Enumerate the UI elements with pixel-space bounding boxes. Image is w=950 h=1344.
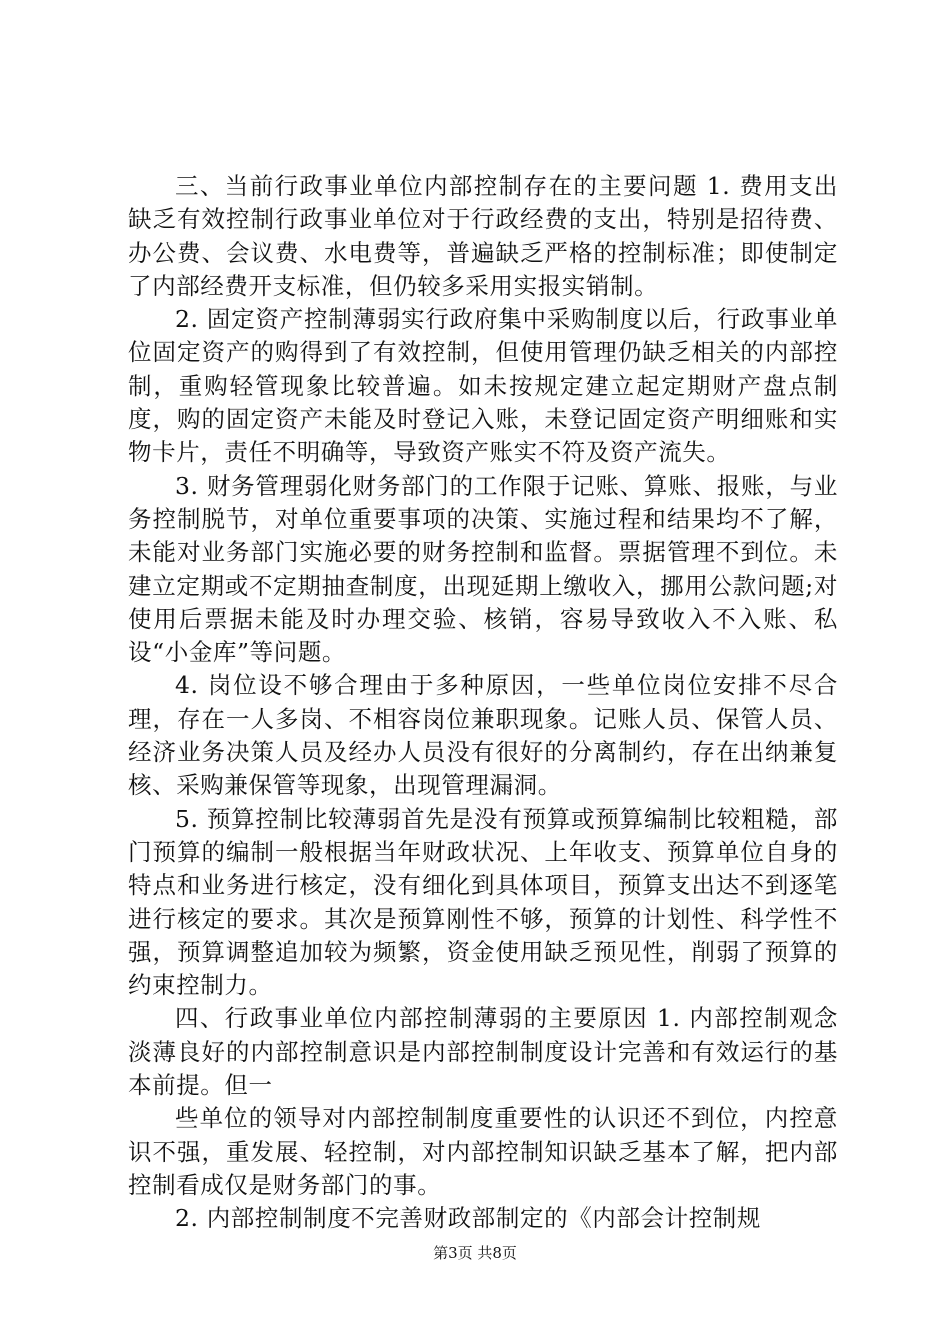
page-number-footer: 第3页 共8页	[433, 1244, 517, 1262]
paragraph-section-4-item-2: 2. 内部控制制度不完善财政部制定的《内部会计控制规	[175, 1204, 761, 1233]
paragraph-section-4-item-1: 四、行政事业单位内部控制薄弱的主要原因 1. 内部控制观念淡薄良好的内部控制意识是内部控制制度设计完善和有效运行的基本前提。但一	[128, 1004, 838, 1100]
paragraph-item-3: 3. 财务管理弱化财务部门的工作限于记账、算账、报账，与业务控制脱节，对单位重要事项的决策、实施过程和结果均不了解，未能对业务部门实施必要的财务控制和监督。票据管理不到位。未建立定期或不定期抽查制度，出现延期上缴收入，挪用公款问题;对使用后票据未能及时办理交验、核销，容易导致收入不入账、私设“小金库”等问题。	[128, 471, 838, 667]
paragraph-section-3-item-1: 三、当前行政事业单位内部控制存在的主要问题 1. 费用支出缺乏有效控制行政事业单位对于行政经费的支出，特别是招待费、办公费、会议费、水电费等，普遍缺乏严格的控制标准；即使制定了内部经费开支标准，但仍较多采用实报实销制。	[128, 172, 838, 300]
document-body	[128, 170, 838, 1236]
paragraph-item-2: 2. 固定资产控制薄弱实行政府集中采购制度以后，行政事业单位固定资产的购得到了有效控制，但使用管理仍缺乏相关的内部控制，重购轻管现象比较普遍。如未按规定建立起定期财产盘点制度，购的固定资产未能及时登记入账，未登记固定资产明细账和实物卡片，责任不明确等，导致资产账实不符及资产流失。	[128, 305, 838, 467]
paragraph-item-5: 5. 预算控制比较薄弱首先是没有预算或预算编制比较粗糙，部门预算的编制一般根据当年财政状况、上年收支、预算单位自身的特点和业务进行核定，没有细化到具体项目，预算支出达不到逐笔进行核定的要求。其次是预算刚性不够，预算的计划性、科学性不强，预算调整追加较为频繁，资金使用缺乏预见性，削弱了预算的约束控制力。	[128, 804, 838, 1000]
paragraph-item-4: 4. 岗位设不够合理由于多种原因，一些单位岗位安排不尽合理，存在一人多岗、不相容岗位兼职现象。记账人员、保管人员、经济业务决策人员及经办人员没有很好的分离制约，存在出纳兼复核、采购兼保管等现象，出现管理漏洞。	[128, 671, 838, 800]
paragraph-continuation: 些单位的领导对内部控制制度重要性的认识还不到位，内控意识不强，重发展、轻控制，对内部控制知识缺乏基本了解，把内部控制看成仅是财务部门的事。	[128, 1104, 838, 1199]
